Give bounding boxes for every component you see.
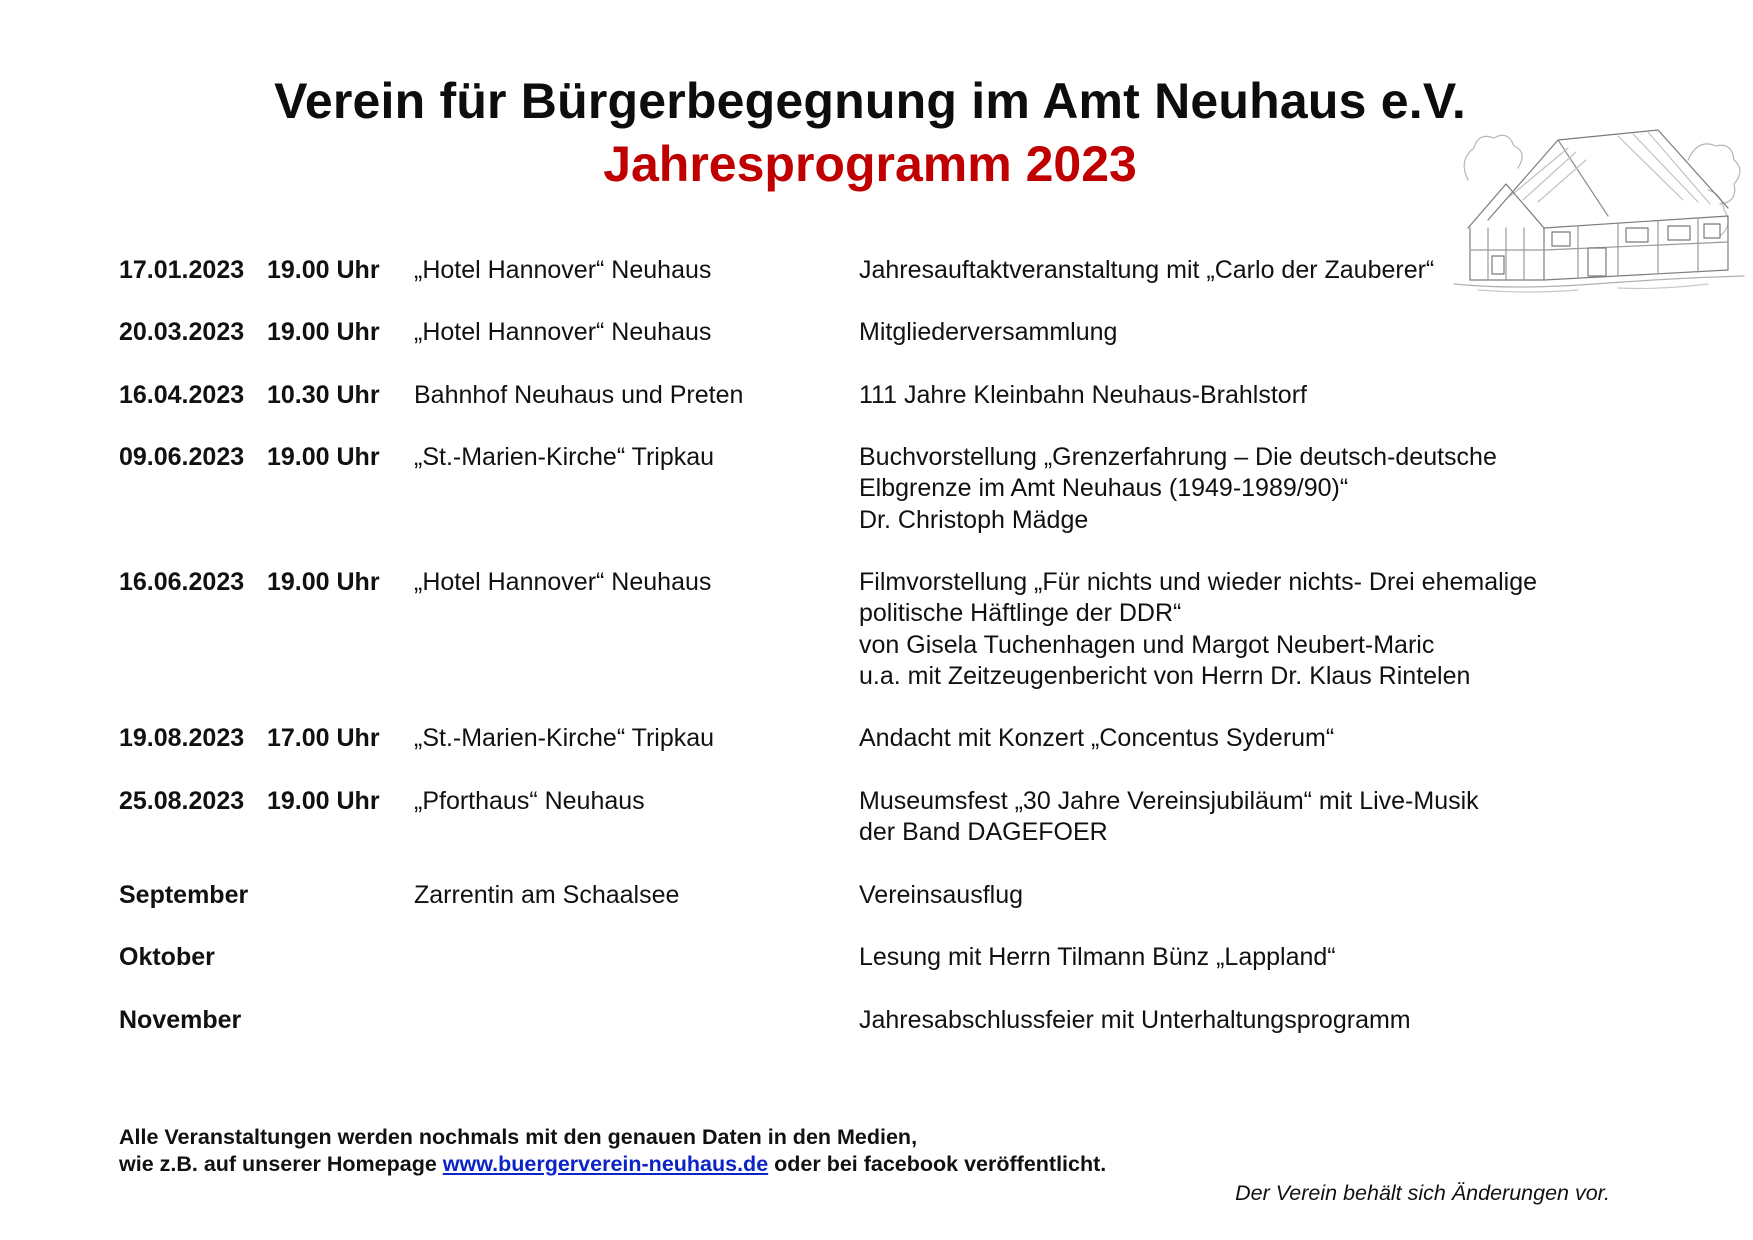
event-date: 19.08.2023 (119, 724, 245, 752)
event-date: 20.03.2023 (119, 318, 245, 346)
event-description (859, 255, 1679, 286)
event-description-line: 111 Jahre Kleinbahn Neuhaus-Brahlstorf (859, 381, 1307, 409)
event-description-line: von Gisela Tuchenhagen und Margot Neubert-Maric (859, 630, 1435, 659)
event-date: 17.01.2023 (119, 256, 245, 284)
footer-note (119, 1124, 1106, 1178)
event-time: 19.00 Uhr (267, 256, 380, 284)
event-time: 10.30 Uhr (267, 381, 380, 409)
event-description-line: Museumsfest „30 Jahre Vereinsjubiläum“ mit Live-Musik (859, 787, 1479, 815)
event-date: November (119, 1006, 242, 1034)
event-date: 09.06.2023 (119, 443, 245, 471)
event-time: 19.00 Uhr (267, 568, 380, 596)
event-description (859, 880, 1679, 911)
event-description (859, 942, 1679, 973)
footer-line-1: Alle Veranstaltungen werden nochmals mit den genauen Daten in den Medien, (119, 1125, 918, 1149)
event-location: „Hotel Hannover“ Neuhaus (414, 568, 712, 596)
event-description-line: der Band DAGEFOER (859, 818, 1108, 847)
disclaimer: Der Verein behält sich Änderungen vor. (1235, 1181, 1610, 1205)
event-time: 19.00 Uhr (267, 318, 380, 346)
event-location: „Pforthaus“ Neuhaus (414, 787, 645, 815)
event-location: „Hotel Hannover“ Neuhaus (414, 318, 712, 346)
event-date: September (119, 881, 249, 909)
event-description-line: Dr. Christoph Mädge (859, 505, 1089, 534)
event-time: 19.00 Uhr (267, 787, 380, 815)
event-description (859, 317, 1679, 348)
event-time: 17.00 Uhr (267, 724, 380, 752)
event-description-line: Jahresabschlussfeier mit Unterhaltungsprogramm (859, 1006, 1411, 1034)
footer-line-2 (119, 1151, 1106, 1178)
event-description (859, 442, 1679, 536)
event-description-line: politische Häftlinge der DDR“ (859, 599, 1182, 628)
event-date: 16.04.2023 (119, 381, 245, 409)
event-location: „Hotel Hannover“ Neuhaus (414, 256, 712, 284)
event-description-line: Lesung mit Herrn Tilmann Bünz „Lappland“ (859, 943, 1336, 971)
event-description (859, 567, 1679, 692)
event-description-line: Buchvorstellung „Grenzerfahrung – Die deutsch-deutsche (859, 443, 1497, 471)
event-location: „St.-Marien-Kirche“ Tripkau (414, 443, 715, 471)
event-date: 25.08.2023 (119, 787, 245, 815)
event-description-line: Jahresauftaktveranstaltung mit „Carlo der Zauberer“ (859, 256, 1435, 284)
footer-line-2-suffix: oder bei facebook veröffentlicht. (768, 1152, 1107, 1176)
page-subtitle: Jahresprogramm 2023 (603, 136, 1137, 192)
event-description (859, 1005, 1679, 1036)
event-location: Bahnhof Neuhaus und Preten (414, 381, 744, 409)
event-date: Oktober (119, 943, 215, 971)
event-description-line: Vereinsausflug (859, 881, 1024, 909)
footer-line-2-prefix: wie z.B. auf unserer Homepage (119, 1152, 443, 1176)
event-location: Zarrentin am Schaalsee (414, 881, 680, 909)
event-date: 16.06.2023 (119, 568, 245, 596)
event-description (859, 380, 1679, 411)
page-title: Verein für Bürgerbegegnung im Amt Neuhaus e.V. (274, 73, 1466, 129)
event-location: „St.-Marien-Kirche“ Tripkau (414, 724, 715, 752)
event-description (859, 786, 1679, 849)
event-description-line: Andacht mit Konzert „Concentus Syderum“ (859, 724, 1335, 752)
event-description (859, 723, 1679, 754)
event-description-line: u.a. mit Zeitzeugenbericht von Herrn Dr. Klaus Rintelen (859, 661, 1471, 690)
event-time: 19.00 Uhr (267, 443, 380, 471)
event-description-line: Elbgrenze im Amt Neuhaus (1949-1989/90)“ (859, 474, 1349, 503)
event-description-line: Mitgliederversammlung (859, 318, 1118, 346)
event-description-line: Filmvorstellung „Für nichts und wieder nichts- Drei ehemalige (859, 568, 1538, 596)
homepage-link[interactable]: www.buergerverein-neuhaus.de (442, 1152, 769, 1176)
